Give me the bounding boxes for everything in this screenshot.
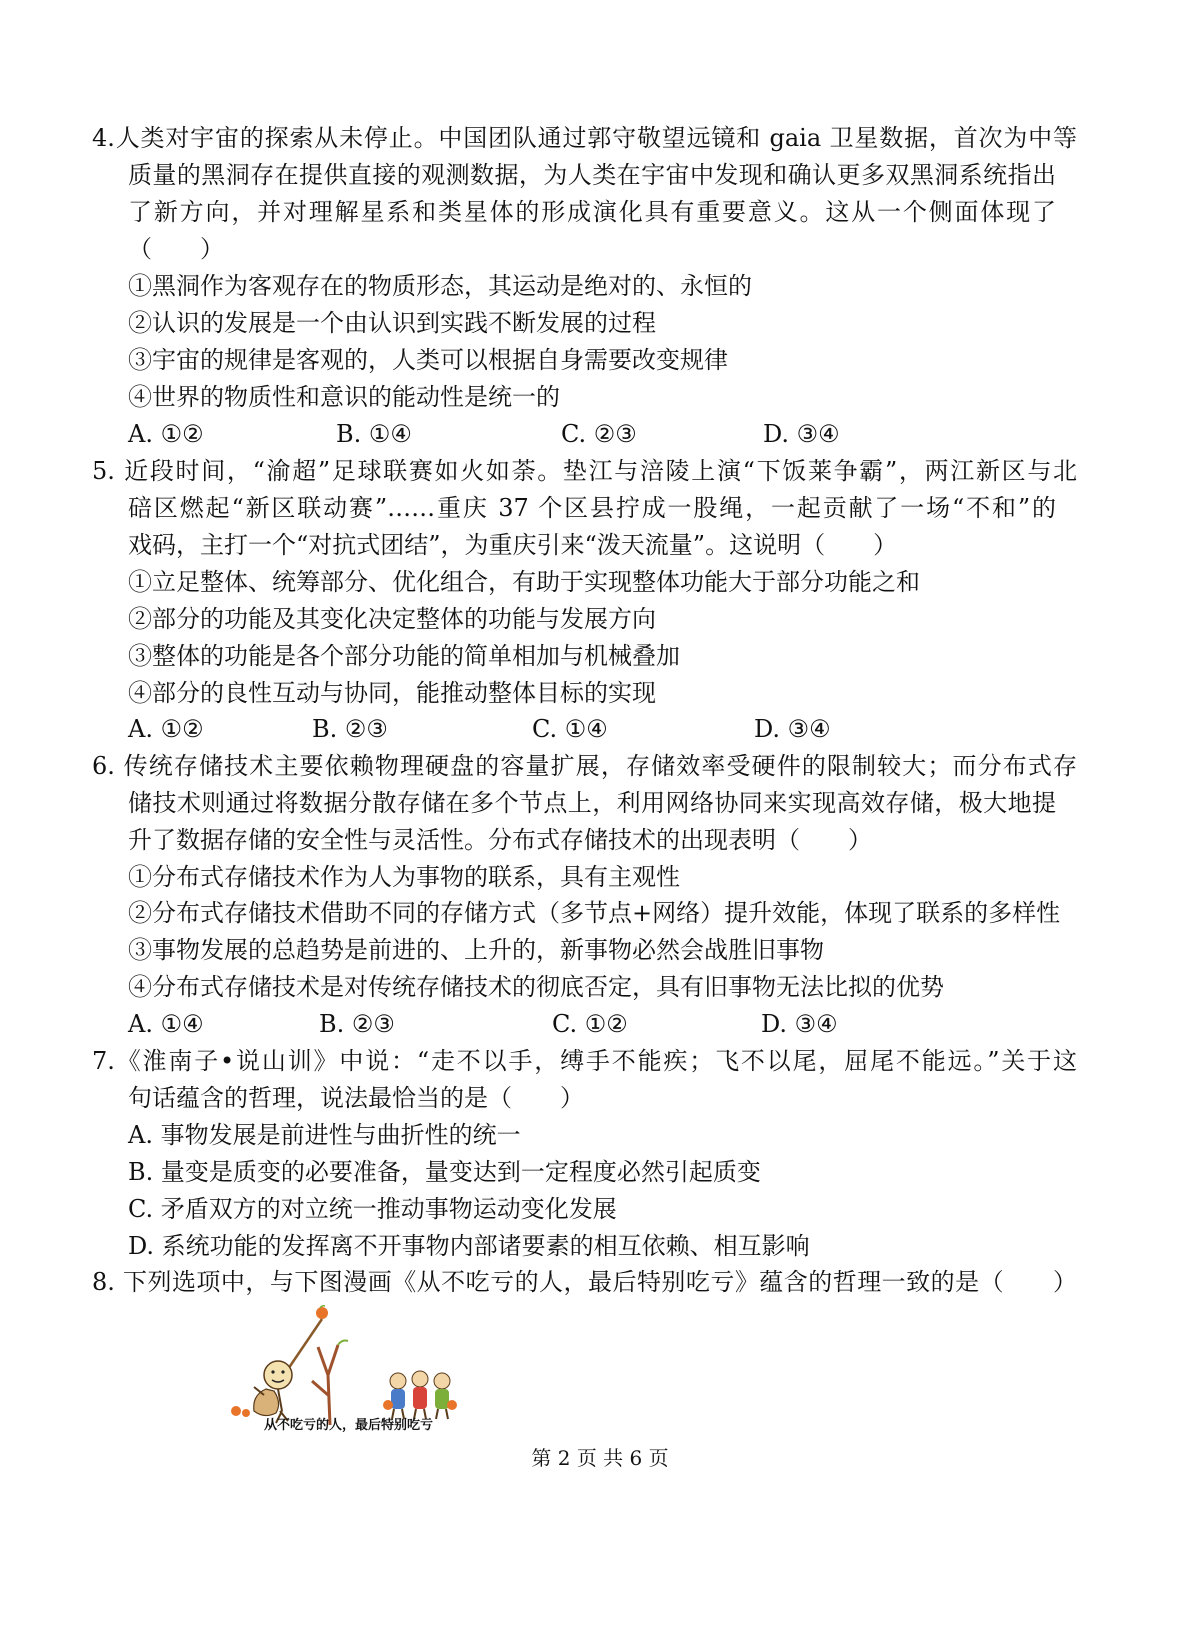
statement-2: ②部分的功能及其变化决定整体的功能与发展方向	[128, 605, 656, 633]
question-text-line: 质量的黑洞存在提供直接的观测数据，为人类在宇宙中发现和确认更多双黑洞系统指出	[128, 161, 1056, 189]
statement-3: ③事物发展的总趋势是前进的、上升的，新事物必然会战胜旧事物	[128, 936, 824, 964]
question-text-line: 储技术则通过将数据分散存储在多个节点上，利用网络协同来实现高效存储，极大地提	[128, 789, 1056, 817]
choice-c: C. ①④	[532, 715, 608, 743]
question-text-line: 戏码，主打一个“对抗式团结”，为重庆引来“泼天流量”。这说明（ ）	[128, 531, 898, 559]
answer-blank: （ ）	[128, 235, 224, 263]
option-c: C. 矛盾双方的对立统一推动事物运动变化发展	[128, 1195, 617, 1223]
option-a: A. 事物发展是前进性与曲折性的统一	[128, 1121, 521, 1149]
question-text-line: 5. 近段时间，“渝超”足球联赛如火如荼。垫江与涪陵上演“下饭莱争霸”，两江新区与北	[92, 457, 1077, 485]
statement-2: ②认识的发展是一个由认识到实践不断发展的过程	[128, 309, 656, 337]
statement-1: ①黑洞作为客观存在的物质形态，其运动是绝对的、永恒的	[128, 272, 752, 300]
choice-c: C. ①②	[552, 1010, 628, 1038]
choice-a: A. ①④	[128, 1010, 204, 1038]
choice-b: B. ①④	[336, 420, 412, 448]
comic-illustration	[228, 1305, 476, 1435]
choice-b: B. ②③	[319, 1010, 395, 1038]
question-text-line: 碚区燃起“新区联动赛”……重庆 37 个区县拧成一股绳，一起贡献了一场“不和”的	[128, 494, 1056, 522]
choice-b: B. ②③	[312, 715, 388, 743]
question-text-line: 7.《淮南子•说山训》中说：“走不以手，缚手不能疾；飞不以尾，屈尾不能远。”关于这	[92, 1047, 1077, 1075]
statement-3: ③整体的功能是各个部分功能的简单相加与机械叠加	[128, 642, 680, 670]
statement-4: ④部分的良性互动与协同，能推动整体目标的实现	[128, 679, 656, 707]
question-text-line: 了新方向，并对理解星系和类星体的形成演化具有重要意义。这从一个侧面体现了	[128, 198, 1056, 226]
statement-2: ②分布式存储技术借助不同的存储方式（多节点+网络）提升效能，体现了联系的多样性	[128, 899, 1061, 927]
choice-c: C. ②③	[561, 420, 637, 448]
choice-a: A. ①②	[128, 420, 204, 448]
question-text-line: 4.人类对宇宙的探索从未停止。中国团队通过郭守敬望远镜和 gaia 卫星数据，首次为中等	[92, 124, 1077, 152]
question-text-line: 升了数据存储的安全性与灵活性。分布式存储技术的出现表明（ ）	[128, 826, 872, 854]
tree-branch	[312, 1341, 348, 1426]
statement-1: ①立足整体、统筹部分、优化组合，有助于实现整体功能大于部分功能之和	[128, 568, 920, 596]
choice-d: D. ③④	[761, 1010, 838, 1038]
choice-d: D. ③④	[763, 420, 840, 448]
statement-4: ④世界的物质性和意识的能动性是统一的	[128, 383, 560, 411]
statement-4: ④分布式存储技术是对传统存储技术的彻底否定，具有旧事物无法比拟的优势	[128, 973, 944, 1001]
statement-3: ③宇宙的规律是客观的，人类可以根据自身需要改变规律	[128, 346, 728, 374]
statement-1: ①分布式存储技术作为人为事物的联系，具有主观性	[128, 863, 680, 891]
fruit	[231, 1406, 241, 1416]
page-number: 第 2 页 共 6 页	[531, 1446, 669, 1470]
fruit	[242, 1409, 250, 1417]
comic-caption: 从不吃亏的人，最后特别吃亏	[264, 1418, 434, 1433]
question-text-line: 6. 传统存储技术主要依赖物理硬盘的容量扩展，存储效率受硬件的限制较大；而分布式存	[92, 752, 1077, 780]
group-of-figures	[383, 1371, 457, 1419]
option-b: B. 量变是质变的必要准备，量变达到一定程度必然引起质变	[128, 1158, 761, 1186]
choice-a: A. ①②	[128, 715, 204, 743]
question-text-line: 句话蕴含的哲理，说法最恰当的是（ ）	[128, 1084, 584, 1112]
option-d: D. 系统功能的发挥离不开事物内部诸要素的相互依赖、相互影响	[128, 1232, 810, 1260]
greedy-figure	[254, 1306, 328, 1423]
choice-d: D. ③④	[754, 715, 831, 743]
question-text-line: 8. 下列选项中，与下图漫画《从不吃亏的人，最后特别吃亏》蕴含的哲理一致的是（ ）	[92, 1268, 1077, 1296]
